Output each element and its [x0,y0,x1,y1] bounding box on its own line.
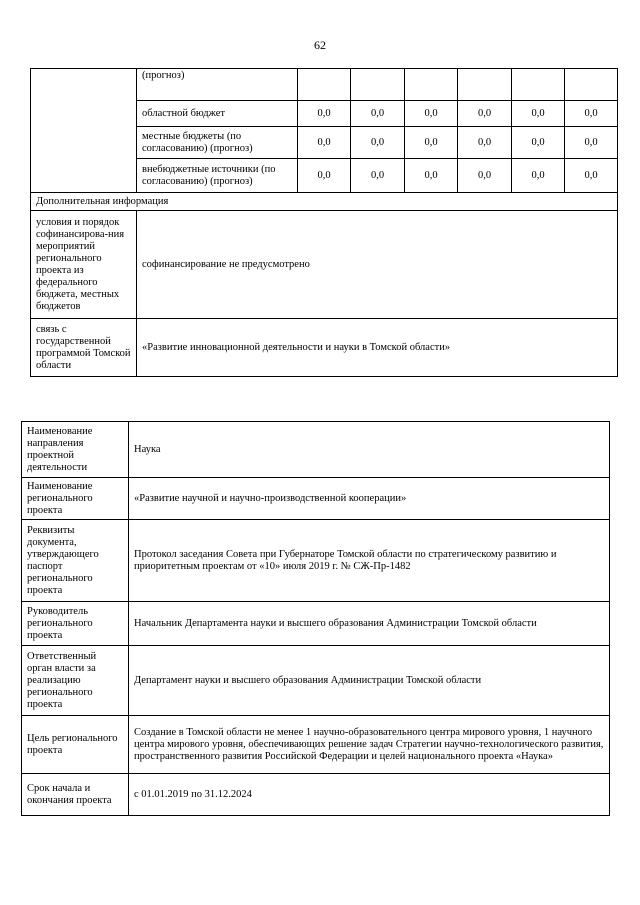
row-label: Наименование направления проектной деятельности [22,422,129,478]
table-row [22,774,610,816]
budget-value: 0,0 [405,159,458,193]
row-label: Цель регионального проекта [22,716,129,774]
empty-cell [31,69,137,193]
table-row [31,211,618,319]
project-passport-table [21,421,610,816]
budget-value: 0,0 [405,101,458,127]
row-value: Протокол заседания Совета при Губернаторе Томской области по стратегическому развитию и приоритетным проектам от «10» июля 2019 г. № СЖ-Пр-1482 [129,520,610,602]
budget-value: 0,0 [351,127,405,159]
budget-value: 0,0 [458,159,512,193]
row-value: Создание в Томской области не менее 1 научно-образовательного центра мирового уровня, 1 научного центра мирового уровня, обеспечивающих решение задач Стратегии научно-технологического развития, пространственного развития Российской Федерации и целей национального проекта «Наука» [129,716,610,774]
cofinancing-label: условия и порядок софинансирова-ния мероприятий регионального проекта из федерального бюджета, местных бюджетов [31,211,137,319]
row-label: Реквизиты документа, утверждающего паспорт регионального проекта [22,520,129,602]
table-row [31,193,618,211]
forecast-label: (прогноз) [137,69,298,101]
row-label: Наименование регионального проекта [22,478,129,520]
row-value: Начальник Департамента науки и высшего образования Администрации Томской области [129,602,610,646]
budget-value: 0,0 [512,127,565,159]
budget-value: 0,0 [512,101,565,127]
row-label: Руководитель регионального проекта [22,602,129,646]
state-program-value: «Развитие инновационной деятельности и науки в Томской области» [137,319,618,377]
budget-value: 0,0 [512,159,565,193]
cofinancing-value: софинансирование не предусмотрено [137,211,618,319]
additional-info-heading: Дополнительная информация [31,193,618,211]
budget-value: 0,0 [298,101,351,127]
budget-value: 0,0 [351,101,405,127]
budget-value: 0,0 [565,127,618,159]
budget-value: 0,0 [458,101,512,127]
table-row [22,520,610,602]
state-program-label: связь с государственной программой Томской области [31,319,137,377]
budget-row-label: областной бюджет [137,101,298,127]
budget-table [30,68,618,377]
table-row [22,478,610,520]
table-row [22,602,610,646]
budget-value: 0,0 [298,127,351,159]
table-row [22,646,610,716]
page-number: 62 [314,38,326,52]
budget-value: 0,0 [565,159,618,193]
row-value: с 01.01.2019 по 31.12.2024 [129,774,610,816]
row-label: Ответственный орган власти за реализацию регионального проекта [22,646,129,716]
row-value: «Развитие научной и научно-производственной кооперации» [129,478,610,520]
row-label: Срок начала и окончания проекта [22,774,129,816]
table-row [31,319,618,377]
budget-value: 0,0 [298,159,351,193]
table-row [22,716,610,774]
row-value: Департамент науки и высшего образования Администрации Томской области [129,646,610,716]
budget-value: 0,0 [458,127,512,159]
table-row [22,422,610,478]
table-row [31,69,618,101]
budget-value: 0,0 [351,159,405,193]
budget-row-label: местные бюджеты (по согласованию) (прогноз) [137,127,298,159]
budget-value: 0,0 [565,101,618,127]
budget-row-label: внебюджетные источники (по согласованию) (прогноз) [137,159,298,193]
budget-value: 0,0 [405,127,458,159]
row-value: Наука [129,422,610,478]
